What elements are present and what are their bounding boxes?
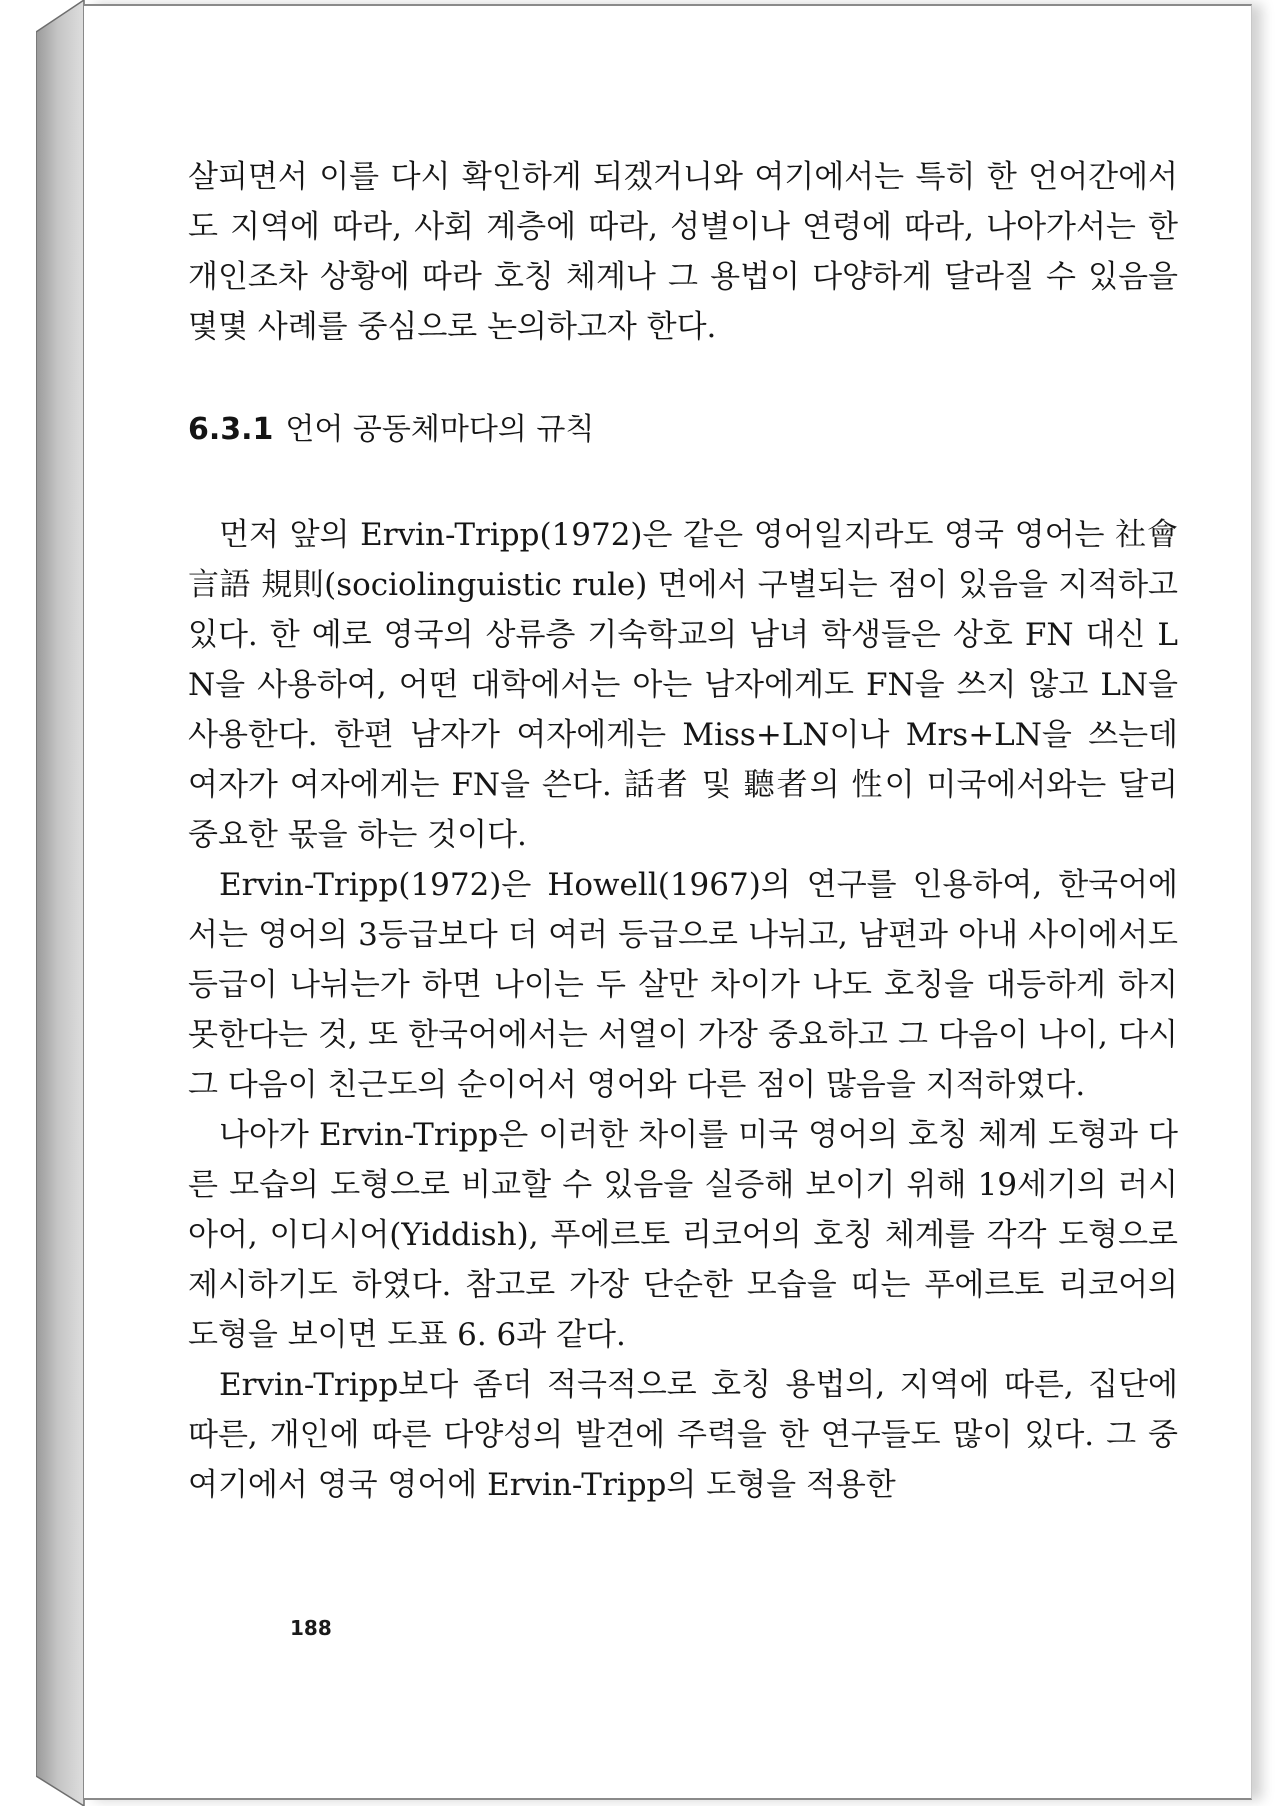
paragraph-other-studies: Ervin-Tripp보다 좀더 적극적으로 호칭 용법의, 지역에 따른, 집단에 따른, 개인에 따른 다양성의 발견에 주력을 한 연구들도 많이 있다. 그 중 여기에서 영국 영어에 Ervin-Tripp의 도형을 적용한 [188,1367,1178,1503]
section-heading [188,410,1178,450]
page-content [188,152,1178,1510]
paragraph-diagrams: 나아가 Ervin-Tripp은 이러한 차이를 미국 영어의 호칭 체계 도형과 다른 모습의 도형으로 비교할 수 있음을 실증해 보이기 위해 19세기의 러시아어, 이디시어(Yiddish), 푸에르토 리코어의 호칭 체계를 각각 도형으로 제시하기도 하였다. 참고로 가장 단순한 모습을 띠는 푸에르토 리코어의 도형을 보이면 도표 6. 6과 같다. [188,1117,1178,1353]
section-number: 6.3.1 [188,412,274,447]
paragraph-british-english: 먼저 앞의 Ervin-Tripp(1972)은 같은 영어일지라도 영국 영어는 社會言語 規則(sociolinguistic rule) 면에서 구별되는 점이 있음을 지적하고 있다. 한 예로 영국의 상류층 기숙학교의 남녀 학생들은 상호 FN 대신 LN을 사용하여, 어떤 대학에서는 아는 남자에게도 FN을 쓰지 않고 LN을 사용한다. 한편 남자가 여자에게는 Miss+LN이나 Mrs+LN을 쓰는데 여자가 여자에게는 FN을 쓴다. 話者 및 聽者의 性이 미국에서와는 달리 중요한 몫을 하는 것이다. [188,517,1178,853]
paragraph-intro: 살피면서 이를 다시 확인하게 되겠거니와 여기에서는 특히 한 언어간에서도 지역에 따라, 사회 계층에 따라, 성별이나 연령에 따라, 나아가서는 한 개인조차 상황에 따라 호칭 체계나 그 용법이 다양하게 달라질 수 있음을 몇몇 사례를 중심으로 논의하고자 한다. [188,159,1178,345]
section-title: 언어 공동체마다의 규칙 [285,412,595,447]
page-number: 188 [290,1616,332,1640]
paragraph-korean-comparison: Ervin-Tripp(1972)은 Howell(1967)의 연구를 인용하여, 한국어에서는 영어의 3등급보다 더 여러 등급으로 나뉘고, 남편과 아내 사이에서도 등급이 나뉘는가 하면 나이는 두 살만 차이가 나도 호칭을 대등하게 하지 못한다는 것, 또 한국어에서는 서열이 가장 중요하고 그 다음이 나이, 다시 그 다음이 친근도의 순이어서 영어와 다른 점이 많음을 지적하였다. [188,867,1178,1103]
book-page [84,4,1252,1800]
book-spine [36,0,86,1806]
